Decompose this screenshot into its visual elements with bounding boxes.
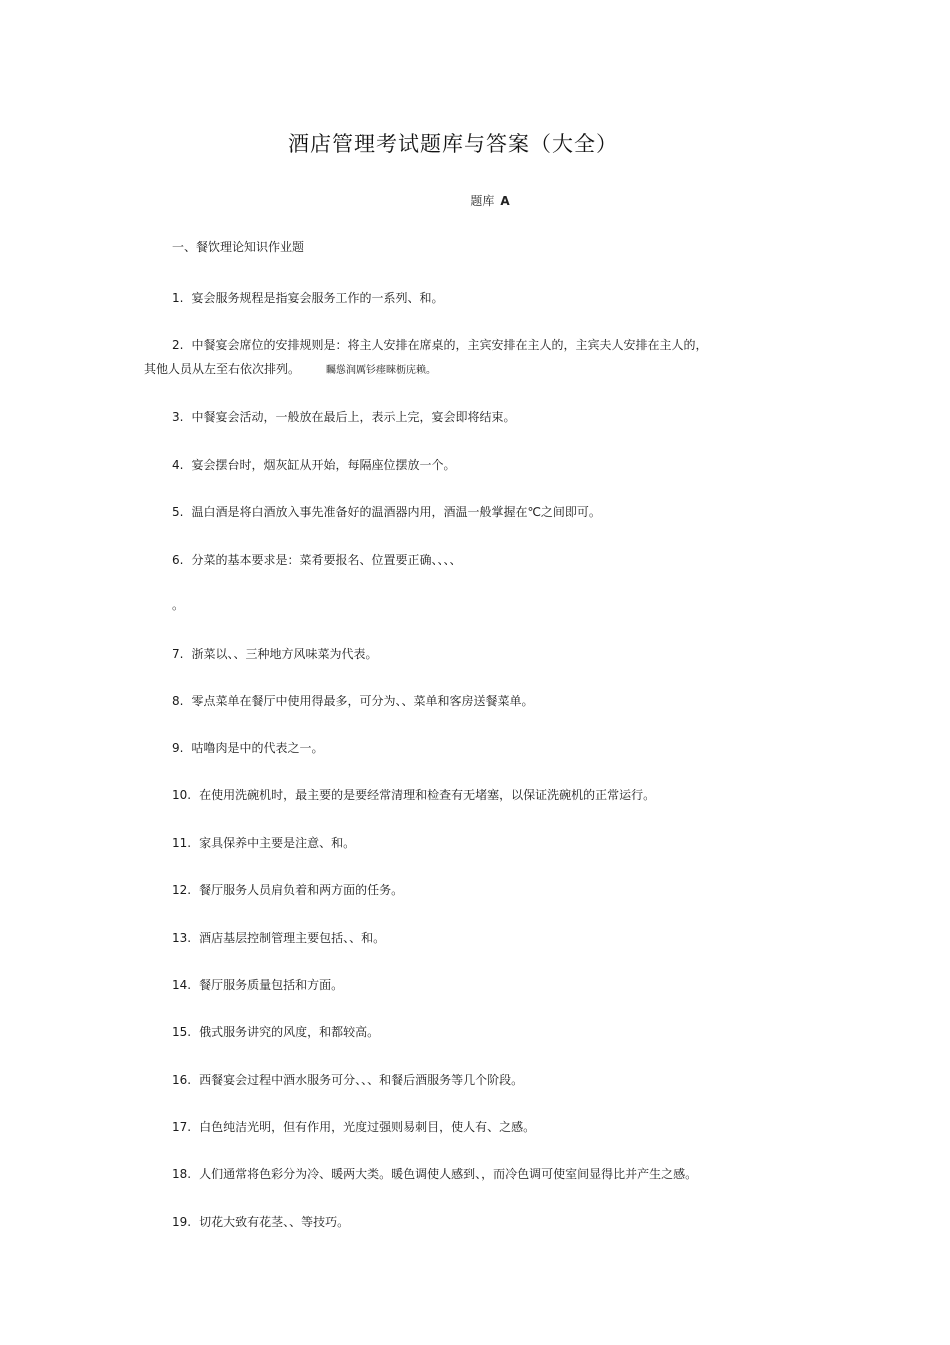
question-number: 3. (172, 410, 184, 424)
question-1 (172, 289, 443, 306)
question-text: 俄式服务讲究的风度，和都较高。 (199, 1025, 380, 1039)
question-number: 18. (172, 1167, 192, 1181)
question-text: 温白酒是将白酒放入事先准备好的温酒器内用，酒温一般掌握在℃之间即可。 (191, 505, 601, 519)
question-number: 12. (172, 883, 192, 897)
question-number: 1. (172, 291, 184, 305)
question-7 (172, 645, 377, 662)
question-11 (172, 834, 355, 851)
question-text: 餐厅服务人员肩负着和两方面的任务。 (199, 883, 404, 897)
question-text: 家具保养中主要是注意、和。 (199, 836, 356, 850)
question-number: 13. (172, 931, 192, 945)
question-text: 分菜的基本要求是：菜肴要报名、位置要正确、、、、 (191, 553, 462, 567)
question-number: 4. (172, 458, 184, 472)
question-19 (172, 1213, 349, 1230)
question-text: 酒店基层控制管理主要包括、、和。 (199, 931, 386, 945)
question-2-continuation (144, 360, 436, 377)
question-text: 中餐宴会活动，一般放在最后上，表示上完，宴会即将结束。 (191, 410, 516, 424)
question-text: 切花大致有花茎、、等技巧。 (199, 1215, 350, 1229)
question-text: 咕噜肉是中的代表之一。 (191, 741, 324, 755)
question-9 (172, 739, 323, 756)
question-text: 零点菜单在餐厅中使用得最多，可分为、、菜单和客房送餐菜单。 (191, 694, 534, 708)
question-15 (172, 1023, 379, 1040)
question-17 (172, 1118, 535, 1135)
question-3 (172, 408, 515, 425)
question-number: 6. (172, 553, 184, 567)
question-text: 餐厅服务质量包括和方面。 (199, 978, 344, 992)
document-title: 酒店管理考试题库与答案（大全） (288, 132, 618, 156)
section-heading: 一、餐饮理论知识作业题 (172, 240, 305, 254)
question-number: 7. (172, 647, 184, 661)
question-number: 19. (172, 1215, 192, 1229)
garbled-text: 矚慫润厲钐瘗睞枥庑赖。 (326, 365, 437, 376)
question-12 (172, 881, 403, 898)
question-number: 17. (172, 1120, 192, 1134)
question-text: 中餐宴会席位的安排规则是：将主人安排在席桌的，主宾安排在主人的，主宾夫人安排在主人的， (191, 338, 708, 352)
document-subtitle (0, 192, 950, 209)
question-text: 白色纯洁光明，但有作用，光度过强则易刺目，使人有、之感。 (199, 1120, 536, 1134)
question-number: 15. (172, 1025, 192, 1039)
question-number: 8. (172, 694, 184, 708)
subtitle-letter: A (500, 194, 510, 208)
question-4 (172, 456, 455, 473)
question-16 (172, 1071, 523, 1088)
question-number: 2. (172, 338, 184, 352)
question-14 (172, 976, 343, 993)
continuation-text: 其他人员从左至右依次排列。 (144, 362, 301, 376)
question-text: 西餐宴会过程中酒水服务可分、、、和餐后酒服务等几个阶段。 (199, 1073, 524, 1087)
question-13 (172, 929, 385, 946)
question-6 (172, 551, 461, 568)
question-8 (172, 692, 533, 709)
question-number: 11. (172, 836, 192, 850)
question-2 (172, 336, 707, 353)
question-number: 5. (172, 505, 184, 519)
question-number: 9. (172, 741, 184, 755)
subtitle-label: 题库 (470, 194, 495, 208)
question-18 (172, 1165, 697, 1182)
question-text: 宴会服务规程是指宴会服务工作的一系列、和。 (191, 291, 444, 305)
question-10 (172, 786, 655, 803)
question-5 (172, 503, 601, 520)
question-text: 宴会摆台时，烟灰缸从开始，每隔座位摆放一个。 (191, 458, 456, 472)
question-text: 在使用洗碗机时，最主要的是要经常清理和检查有无堵塞，以保证洗碗机的正常运行。 (199, 788, 656, 802)
question-text: 人们通常将色彩分为冷、暖两大类。暖色调使人感到、，而冷色调可使室间显得比并产生之感。 (199, 1167, 698, 1181)
question-number: 14. (172, 978, 192, 992)
question-6-continuation: 。 (172, 598, 185, 612)
question-text: 浙菜以、、三种地方风味菜为代表。 (191, 647, 378, 661)
question-number: 16. (172, 1073, 192, 1087)
question-number: 10. (172, 788, 192, 802)
